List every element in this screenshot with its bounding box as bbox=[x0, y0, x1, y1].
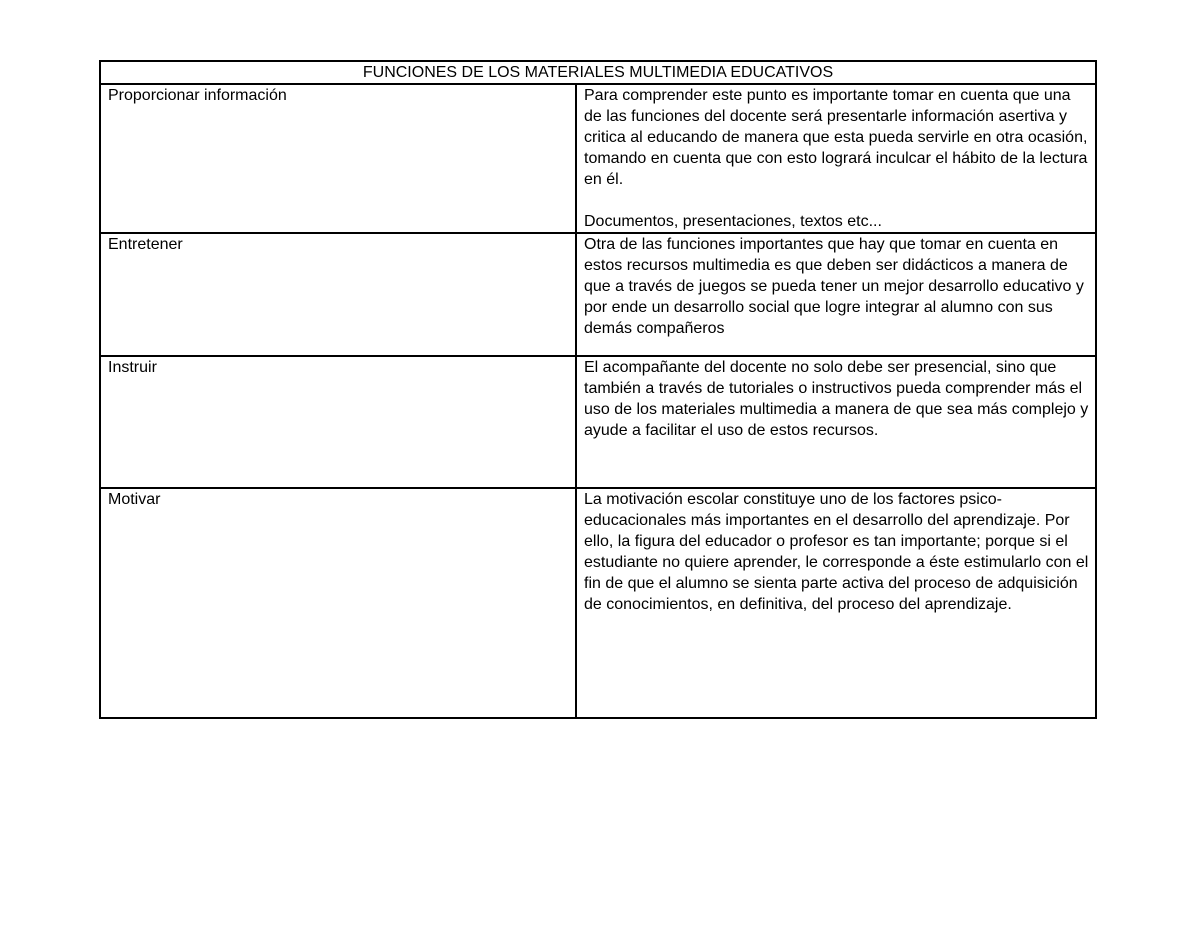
function-description-cell: El acompañante del docente no solo debe ser presencial, sino que también a través de tutoriales o instructivos pueda comprender más el uso de los materiales multimedia a manera de que sea más complejo y ayude a facilitar el uso de estos recursos. bbox=[576, 356, 1096, 488]
table-row bbox=[100, 488, 1096, 718]
function-examples: Documentos, presentaciones, textos etc... bbox=[584, 213, 882, 230]
functions-table bbox=[99, 60, 1097, 719]
function-name-cell: Entretener bbox=[100, 233, 576, 356]
function-description-cell bbox=[576, 84, 1096, 233]
table-row bbox=[100, 84, 1096, 233]
table-title-row bbox=[100, 61, 1096, 84]
function-description-cell: Otra de las funciones importantes que hay que tomar en cuenta en estos recursos multimedia es que deben ser didácticos a manera de que a través de juegos se pueda tener un mejor desarrollo educativo y por ende un desarrollo social que logre integrar al alumno con sus demás compañeros bbox=[576, 233, 1096, 356]
function-name-cell: Instruir bbox=[100, 356, 576, 488]
function-name-cell: Proporcionar información bbox=[100, 84, 576, 233]
table-row bbox=[100, 356, 1096, 488]
function-description: Para comprender este punto es importante tomar en cuenta que una de las funciones del docente será presentarle información asertiva y critica al educando de manera que esta pueda servirle en otra ocasión, tomando en cuenta que con esto logrará inculcar el hábito de la lectura en él. bbox=[584, 87, 1088, 188]
table-row bbox=[100, 233, 1096, 356]
table-title: FUNCIONES DE LOS MATERIALES MULTIMEDIA EDUCATIVOS bbox=[100, 61, 1096, 84]
function-name-cell: Motivar bbox=[100, 488, 576, 718]
function-description-cell: La motivación escolar constituye uno de los factores psico-educacionales más importantes en el desarrollo del aprendizaje. Por ello, la figura del educador o profesor es tan importante; porque si el estudiante no quiere aprender, le corresponde a éste estimularlo con el fin de que el alumno se sienta parte activa del proceso de adquisición de conocimientos, en definitiva, del proceso del aprendizaje. bbox=[576, 488, 1096, 718]
